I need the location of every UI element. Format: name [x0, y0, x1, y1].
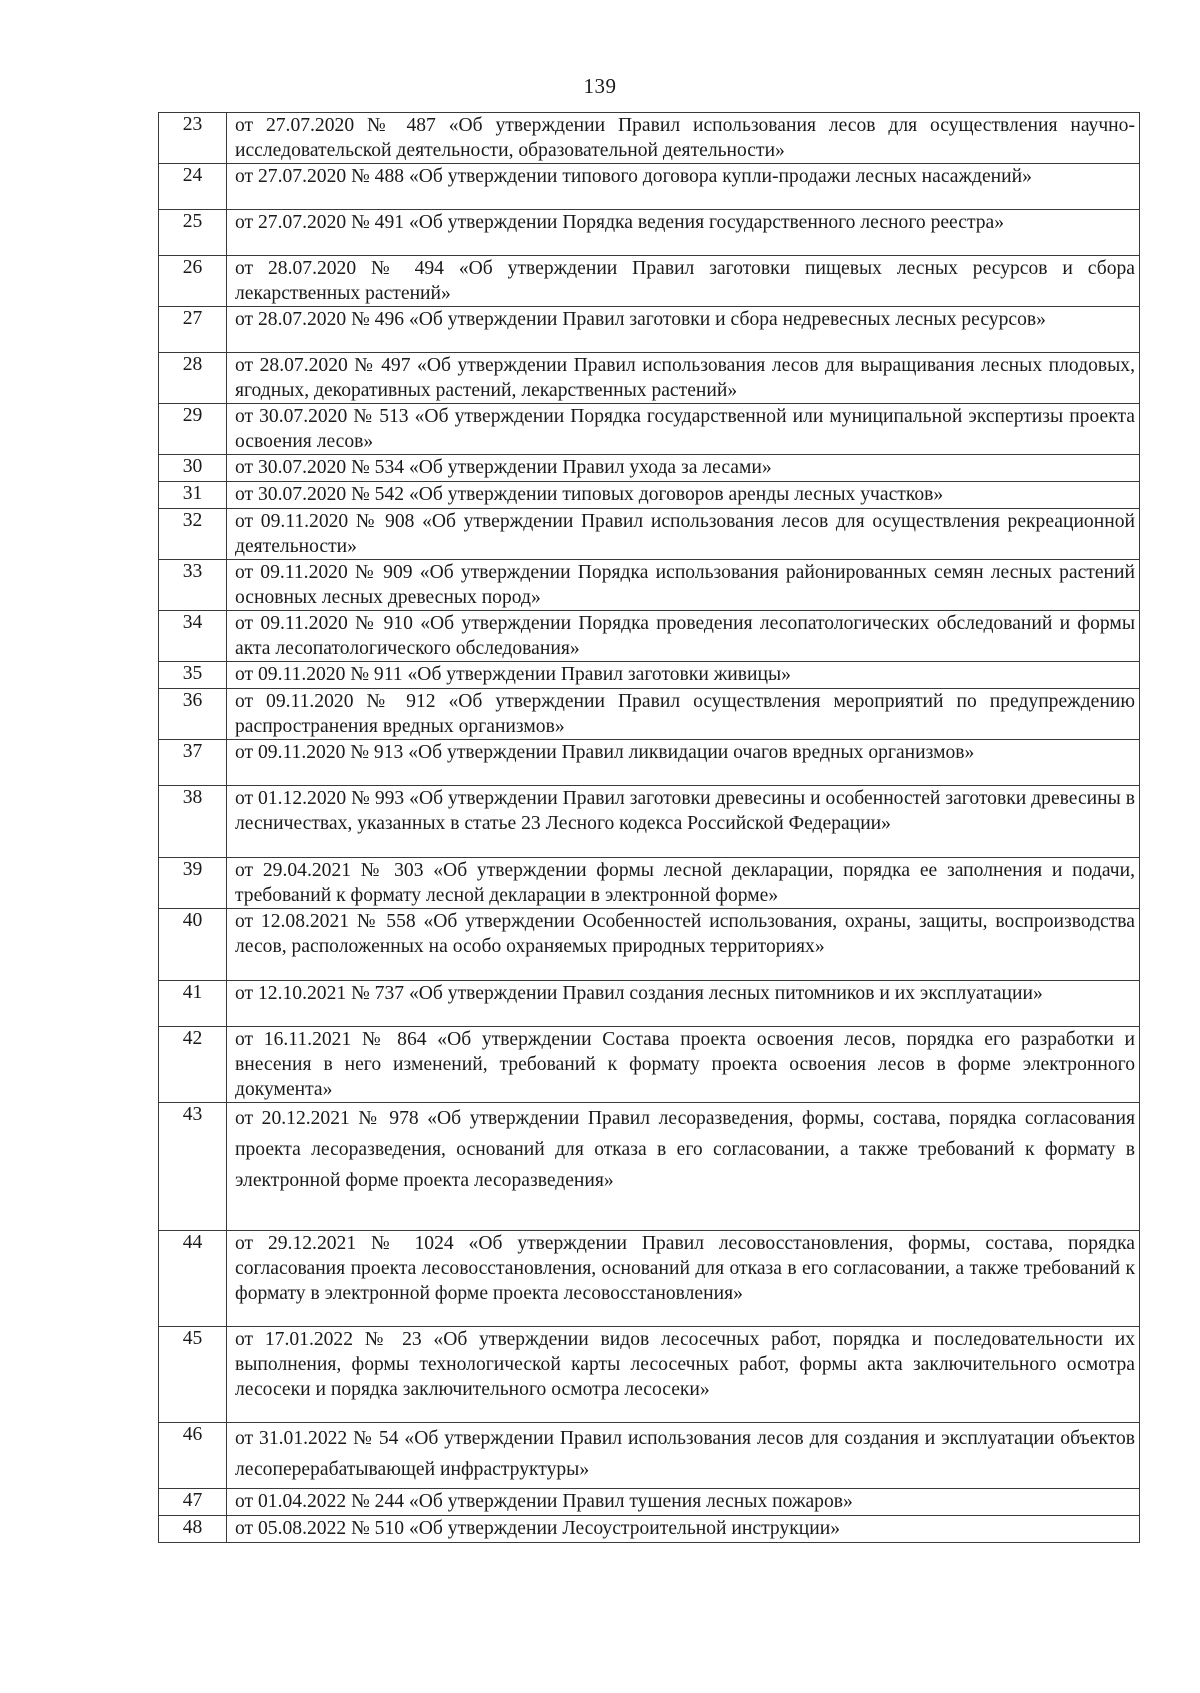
row-number: 37 — [159, 740, 227, 786]
table-row — [159, 455, 1140, 482]
row-number: 30 — [159, 455, 227, 482]
table-row — [159, 689, 1140, 740]
row-number: 42 — [159, 1027, 227, 1103]
row-number: 25 — [159, 210, 227, 256]
table-row — [159, 353, 1140, 404]
row-text: от 30.07.2020 № 542 «Об утверждении типовых договоров аренды лесных участков» — [227, 482, 1140, 509]
row-text: от 09.11.2020 № 912 «Об утверждении Правил осуществления мероприятий по предупреждению распространения вредных организмов» — [227, 689, 1140, 740]
row-number: 35 — [159, 662, 227, 689]
row-text: от 09.11.2020 № 910 «Об утверждении Порядка проведения лесопатологических обследований и формы акта лесопатологического обследования» — [227, 611, 1140, 662]
page-number: 139 — [583, 74, 617, 98]
table-row — [159, 404, 1140, 455]
row-number: 45 — [159, 1327, 227, 1423]
row-text: от 28.07.2020 № 497 «Об утверждении Правил использования лесов для выращивания лесных плодовых, ягодных, декоративных растений, лекарственных растений» — [227, 353, 1140, 404]
row-number: 38 — [159, 786, 227, 858]
table-row — [159, 164, 1140, 210]
table-row — [159, 858, 1140, 909]
row-text: от 30.07.2020 № 513 «Об утверждении Порядка государственной или муниципальной экспертизы проекта освоения лесов» — [227, 404, 1140, 455]
row-text: от 16.11.2021 № 864 «Об утверждении Состава проекта освоения лесов, порядка его разработки и внесения в него изменений, требований к формату проекта освоения лесов в форме электронного документа» — [227, 1027, 1140, 1103]
row-number: 47 — [159, 1489, 227, 1516]
row-text: от 29.12.2021 № 1024 «Об утверждении Правил лесовосстановления, формы, состава, порядка согласования проекта лесовосстановления, оснований для отказа в его согласовании, а также требований к формату в электронной форме проекта лесовосстановления» — [227, 1231, 1140, 1327]
table-row — [159, 1516, 1140, 1543]
table-row — [159, 1103, 1140, 1231]
row-text: от 12.08.2021 № 558 «Об утверждении Особенностей использования, охраны, защиты, воспроизводства лесов, расположенных на особо охраняемых природных территориях» — [227, 909, 1140, 981]
row-text: от 09.11.2020 № 911 «Об утверждении Правил заготовки живицы» — [227, 662, 1140, 689]
table-row — [159, 560, 1140, 611]
row-number: 46 — [159, 1423, 227, 1489]
table-row — [159, 1423, 1140, 1489]
table-row — [159, 210, 1140, 256]
row-text: от 27.07.2020 № 487 «Об утверждении Правил использования лесов для осуществления научно-исследовательской деятельности, образовательной деятельности» — [227, 113, 1140, 164]
row-text: от 30.07.2020 № 534 «Об утверждении Правил ухода за лесами» — [227, 455, 1140, 482]
row-number: 24 — [159, 164, 227, 210]
row-number: 40 — [159, 909, 227, 981]
row-number: 44 — [159, 1231, 227, 1327]
row-text: от 17.01.2022 № 23 «Об утверждении видов лесосечных работ, порядка и последовательности их выполнения, формы технологической карты лесосечных работ, формы акта заключительного осмотра лесосеки и порядка заключительного осмотра лесосеки» — [227, 1327, 1140, 1423]
row-number: 36 — [159, 689, 227, 740]
row-text: от 29.04.2021 № 303 «Об утверждении формы лесной декларации, порядка ее заполнения и подачи, требований к формату лесной декларации в электронной форме» — [227, 858, 1140, 909]
row-text: от 28.07.2020 № 496 «Об утверждении Правил заготовки и сбора недревесных лесных ресурсов» — [227, 307, 1140, 353]
table-row — [159, 1327, 1140, 1423]
row-text: от 12.10.2021 № 737 «Об утверждении Правил создания лесных питомников и их эксплуатации» — [227, 981, 1140, 1027]
table-row — [159, 740, 1140, 786]
table-row — [159, 611, 1140, 662]
row-number: 34 — [159, 611, 227, 662]
row-number: 41 — [159, 981, 227, 1027]
row-number: 26 — [159, 256, 227, 307]
table-row — [159, 256, 1140, 307]
row-number: 32 — [159, 509, 227, 560]
row-number: 27 — [159, 307, 227, 353]
table-row — [159, 482, 1140, 509]
row-number: 23 — [159, 113, 227, 164]
row-number: 29 — [159, 404, 227, 455]
row-number: 33 — [159, 560, 227, 611]
row-text: от 27.07.2020 № 491 «Об утверждении Порядка ведения государственного лесного реестра» — [227, 210, 1140, 256]
row-number: 48 — [159, 1516, 227, 1543]
row-number: 31 — [159, 482, 227, 509]
row-text: от 09.11.2020 № 909 «Об утверждении Порядка использования районированных семян лесных растений основных лесных древесных пород» — [227, 560, 1140, 611]
table-row — [159, 307, 1140, 353]
table-row — [159, 909, 1140, 981]
row-number: 28 — [159, 353, 227, 404]
table-row — [159, 786, 1140, 858]
row-text: от 20.12.2021 № 978 «Об утверждении Правил лесоразведения, формы, состава, порядка согласования проекта лесоразведения, оснований для отказа в его согласовании, а также требований к формату в электронной форме проекта лесоразведения» — [227, 1103, 1140, 1231]
table-row — [159, 113, 1140, 164]
regulations-table — [158, 112, 1140, 1543]
table-row — [159, 662, 1140, 689]
table-row — [159, 1489, 1140, 1516]
table-row — [159, 1027, 1140, 1103]
row-text: от 09.11.2020 № 908 «Об утверждении Правил использования лесов для осуществления рекреационной деятельности» — [227, 509, 1140, 560]
row-text: от 28.07.2020 № 494 «Об утверждении Правил заготовки пищевых лесных ресурсов и сбора лекарственных растений» — [227, 256, 1140, 307]
table-row — [159, 1231, 1140, 1327]
row-text: от 09.11.2020 № 913 «Об утверждении Правил ликвидации очагов вредных организмов» — [227, 740, 1140, 786]
row-text: от 05.08.2022 № 510 «Об утверждении Лесоустроительной инструкции» — [227, 1516, 1140, 1543]
row-text: от 31.01.2022 № 54 «Об утверждении Правил использования лесов для создания и эксплуатации объектов лесоперерабатывающей инфраструктуры» — [227, 1423, 1140, 1489]
table-row — [159, 509, 1140, 560]
row-text: от 01.04.2022 № 244 «Об утверждении Правил тушения лесных пожаров» — [227, 1489, 1140, 1516]
row-text: от 01.12.2020 № 993 «Об утверждении Правил заготовки древесины и особенностей заготовки древесины в лесничествах, указанных в статье 23 Лесного кодекса Российской Федерации» — [227, 786, 1140, 858]
row-text: от 27.07.2020 № 488 «Об утверждении типового договора купли-продажи лесных насаждений» — [227, 164, 1140, 210]
row-number: 39 — [159, 858, 227, 909]
table-row — [159, 981, 1140, 1027]
row-number: 43 — [159, 1103, 227, 1231]
